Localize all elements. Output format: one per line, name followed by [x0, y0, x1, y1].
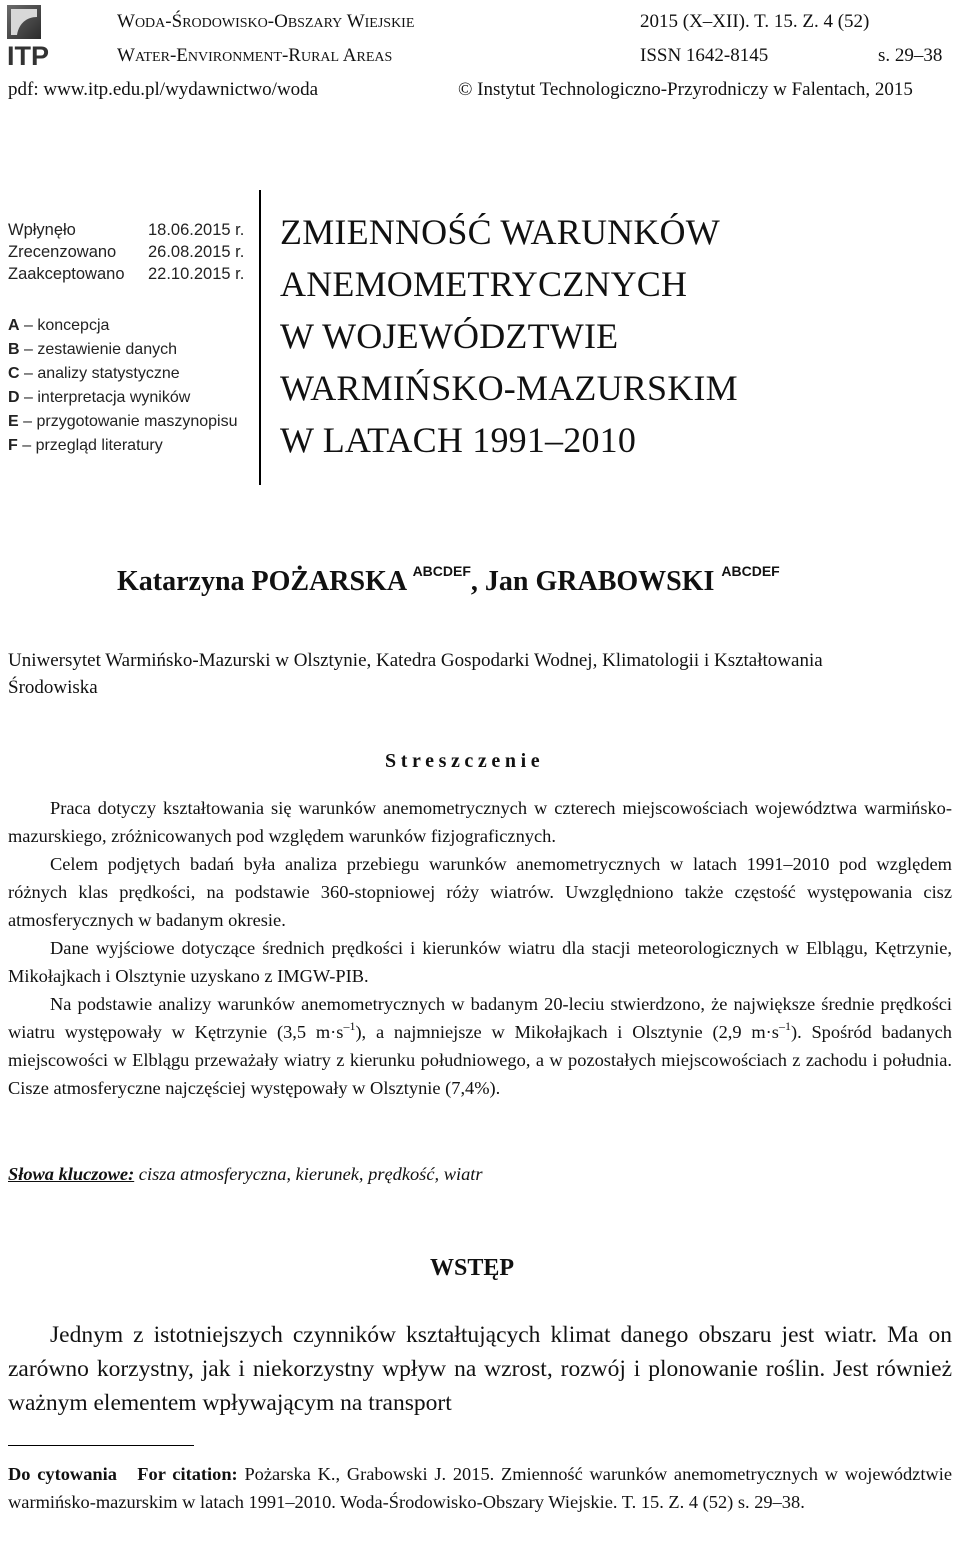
abstract-paragraph: Dane wyjściowe dotyczące średnich prędkości i kierunków wiatru dla stacji meteorologicznych w Elblągu, Kętrzynie, Mikołajkach i Olsztynie uzyskano z IMGW-PIB.	[8, 938, 952, 986]
title-line: W LATACH 1991–2010	[280, 420, 637, 460]
author-2: Jan GRABOWSKI	[484, 566, 715, 597]
issn: ISSN 1642-8145	[640, 45, 769, 66]
abstract-paragraph: Praca dotyczy kształtowania się warunków anemometrycznych w czterech miejscowościach województwa warmińsko-mazurskiego, zróżnicowanych pod względem warunków fizjograficznych.	[8, 798, 952, 846]
citation	[8, 1460, 952, 1516]
footnote-divider	[8, 1445, 194, 1446]
contribution-item: C – analizy statystyczne	[8, 365, 180, 382]
contribution-item: D – interpretacja wyników	[8, 389, 191, 406]
date-received-value: 18.06.2015 r.	[148, 221, 245, 239]
pdf-url[interactable]: pdf: www.itp.edu.pl/wydawnictwo/woda	[8, 79, 319, 100]
title-line: ANEMOMETRYCZNYCH	[280, 264, 688, 304]
keywords	[8, 1164, 483, 1185]
keywords-label: Słowa kluczowe:	[8, 1164, 135, 1184]
contribution-item: E – przygotowanie maszynopisu	[8, 413, 238, 430]
vertical-divider	[259, 190, 261, 485]
date-received-label: Wpłynęło	[8, 221, 76, 239]
section-heading: WSTĘP	[430, 1255, 515, 1281]
date-accepted-label: Zaakceptowano	[8, 265, 125, 283]
date-accepted-value: 22.10.2015 r.	[148, 265, 245, 283]
title-line: W WOJEWÓDZTWIE	[280, 316, 619, 356]
date-reviewed-value: 26.08.2015 r.	[148, 243, 245, 261]
copyright: © Instytut Technologiczno-Przyrodniczy w Falentach, 2015	[458, 79, 913, 100]
issue-info: 2015 (X–XII). T. 15. Z. 4 (52)	[640, 11, 870, 32]
intro-paragraph: Jednym z istotniejszych czynników kształtujących klimat danego obszaru jest wiatr. Ma on zarówno korzystny, jak i niekorzystny wpływ na wzrost, rozwój i plonowanie roślin. Jest również ważnym elementem wpływającym na transport	[8, 1322, 952, 1416]
intro-body	[8, 1318, 952, 1420]
abstract-body	[8, 794, 952, 1102]
logo-text: ITP	[7, 41, 50, 67]
affiliation: Uniwersytet Warmińsko-Mazurski w Olsztynie, Katedra Gospodarki Wodnej, Klimatologii i Kształtowania Środowiska	[8, 650, 823, 698]
journal-name-pl: WODA-ŚRODOWISKO-OBSZARY WIEJSKIE	[117, 11, 415, 32]
author-1-contrib: ABCDEF	[412, 563, 471, 579]
citation-text: Pożarska K., Grabowski J. 2015. Zmienność warunków anemometrycznych w województwie warmińsko-mazurskim w latach 1991–2010. Woda-Środowisko-Obszary Wiejskie. T. 15. Z. 4 (52) s. 29–38.	[8, 1464, 952, 1512]
page-range: s. 29–38	[878, 45, 943, 66]
title-line: WARMIŃSKO-MAZURSKIM	[280, 368, 738, 408]
date-reviewed-label: Zrecenzowano	[8, 243, 117, 261]
author-2-contrib: ABCDEF	[721, 563, 780, 579]
contribution-item: F – przegląd literatury	[8, 437, 163, 454]
abstract-paragraph: Celem podjętych badań była analiza przebiegu warunków anemometrycznych w latach 1991–2010 pod względem różnych klas prędkości, na podstawie 360-stopniowej róży wiatrów. Uwzględniono także częstość występowania cisz atmosferycznych w badanym okresie.	[8, 854, 952, 930]
journal-name-en: WATER-ENVIRONMENT-RURAL AREAS	[117, 45, 393, 66]
abstract-heading: Streszczenie	[385, 750, 545, 772]
keywords-list: cisza atmosferyczna, kierunek, prędkość, wiatr	[134, 1164, 483, 1184]
contribution-list	[8, 314, 237, 458]
contribution-item: A – koncepcja	[8, 317, 110, 334]
abstract-paragraph: Na podstawie analizy warunków anemometrycznych w badanym 20-leciu stwierdzono, że największe średnie prędkości wiatru występowały w Kętrzynie (3,5 $m\cdot s^{-1}$), a najmniejsze w Mikołajkach i Olsztynie (2,9 $m\cdot s^{-1}$). Spośród badanych miejscowości w Elblągu przeważały wiatry z kierunku południowego, a w pozostałych miejscowościach z zachodu i południa. Cisze atmosferyczne najczęściej występowały w Olsztynie (7,4%).	[8, 994, 952, 1098]
author-1: Katarzyna POŻARSKA	[117, 566, 406, 597]
article-title	[280, 206, 738, 466]
contribution-item: B – zestawienie danych	[8, 341, 177, 358]
title-line: ZMIENNOŚĆ WARUNKÓW	[280, 212, 720, 252]
itp-logo	[5, 3, 95, 67]
authors: Katarzyna POŻARSKA $^{ABCDEF}$, Jan GRABOWSKI $^{ABCDEF}$	[117, 563, 780, 597]
citation-label: Do cytowania For citation:	[8, 1464, 238, 1484]
